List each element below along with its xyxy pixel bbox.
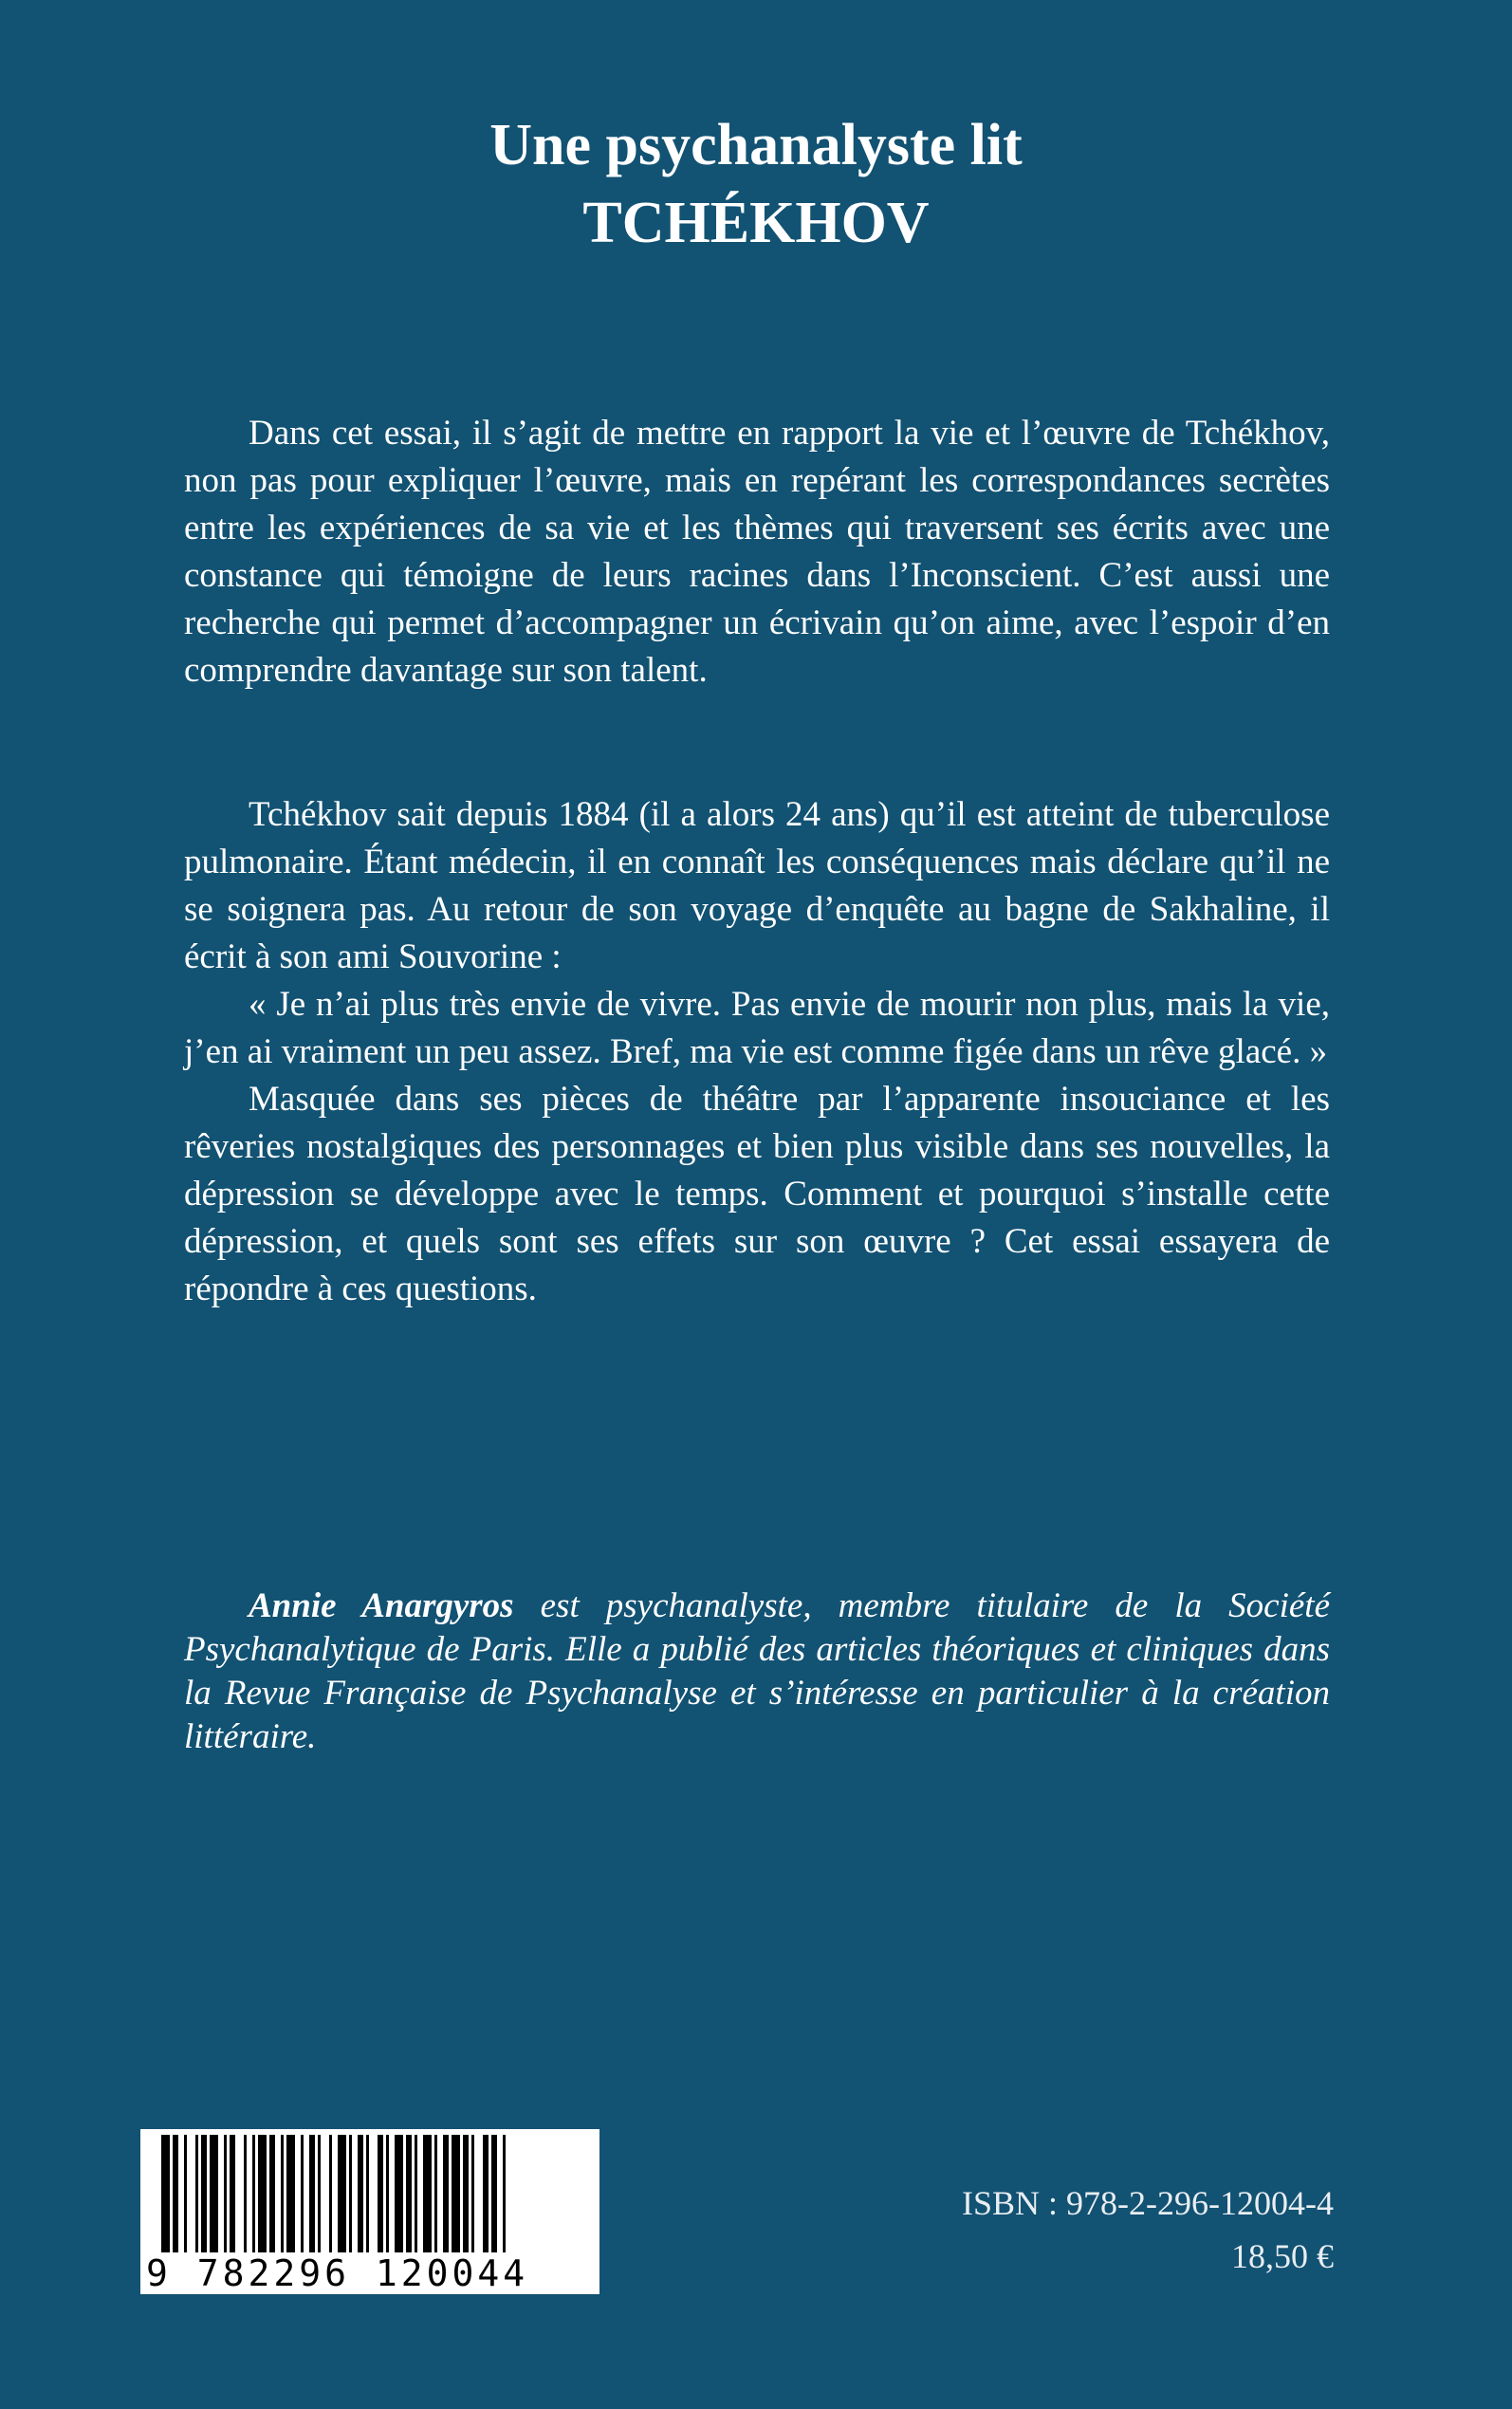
barcode-bar [349,2135,352,2252]
barcode-bar [415,2135,417,2252]
barcode-bar [483,2135,489,2252]
isbn: ISBN : 978-2-296-12004-4 [962,2184,1334,2222]
barcode-bar [395,2135,403,2252]
barcode-bar [329,2135,332,2252]
barcode-bar [423,2135,432,2252]
barcode-bar [210,2135,218,2252]
barcode-bar [258,2135,267,2252]
barcode-bar [269,2135,275,2252]
barcode-bar [230,2135,235,2252]
barcode-bar [252,2135,255,2252]
barcode-bar [452,2135,460,2252]
barcode-bar [503,2135,506,2252]
barcode-bar [366,2135,369,2252]
barcode-bar [286,2135,295,2252]
barcode-bar [443,2135,449,2252]
story-text [184,791,1330,1313]
price: 18,50 € [1231,2237,1334,2275]
barcode-bar [301,2135,304,2252]
author-bio [184,1584,1330,1759]
barcode-bar [184,2135,187,2252]
barcode-bar [201,2135,207,2252]
title-line-1: Une psychanalyste lit [489,113,1023,177]
barcode-bar [309,2135,315,2252]
barcode-bar [406,2135,412,2252]
barcode-digits: 9 782296 120044 [140,2252,599,2294]
barcode-bar [173,2135,178,2252]
barcode-bar [471,2135,474,2252]
author-name: Annie Anargyros [249,1586,514,1625]
barcode-bar [244,2135,247,2252]
barcode-bar [281,2135,284,2252]
barcode-bar [318,2135,321,2252]
author-bio-text: est psychanalyste, membre titulaire de la Société Psychanalytique de Paris. Elle a publié des articles théoriques et cliniques dans la Revue Française de Psychanalyse et s’intéresse en particulier à la création littéraire. [184,1586,1330,1756]
barcode-bars [140,2129,599,2254]
barcode-bar [338,2135,346,2252]
book-title [0,106,1512,262]
barcode-bar [224,2135,227,2252]
intro-text [184,410,1330,695]
title-line-2: TCHÉKHOV [582,191,930,255]
barcode-bar [161,2135,170,2252]
chekhov-quote: « Je n’ai plus très envie de vivre. Pas envie de mourir non plus, mais la vie, j’en ai vraiment un peu assez. Bref, ma vie est comme figée dans un rêve glacé. » [184,985,1330,1071]
intro-paragraph: Dans cet essai, il s’agit de mettre en rapport la vie et l’œuvre de Tchékhov, non pas pour expliquer l’œuvre, mais en repérant les correspondances secrètes entre les expériences de sa vie et les thèmes qui traversent ses écrits avec une constance qui témoigne de leurs racines dans l’Inconscient. C’est aussi une recherche qui permet d’accompagner un écrivain qu’on aime, avec l’espoir d’en comprendre davantage sur son talent. [184,414,1330,690]
barcode-bar [463,2135,469,2252]
barcode-bar [386,2135,389,2252]
barcode-bar [358,2135,363,2252]
story-paragraph-1: Tchékhov sait depuis 1884 (il a alors 24 ans) qu’il est atteint de tuberculose pulmonaire. Étant médecin, il en connaît les conséquences mais déclare qu’il ne se soignera pas. Au retour de son voyage d’enquête au bagne de Sakhaline, il écrit à son ami Souvorine : [184,795,1330,976]
barcode-bar [491,2135,497,2252]
barcode-bar [434,2135,437,2252]
barcode-bar [378,2135,383,2252]
barcode-bar [195,2135,198,2252]
story-paragraph-2: Masquée dans ses pièces de théâtre par l’apparente insouciance et les rêveries nostalgiques des personnages et bien plus visible dans ses nouvelles, la dépression se développe avec le temps. Comment et pourquoi s’installe cette dépression, et quels sont ses effets sur son œuvre ? Cet essai essayera de répondre à ces questions. [184,1080,1330,1308]
